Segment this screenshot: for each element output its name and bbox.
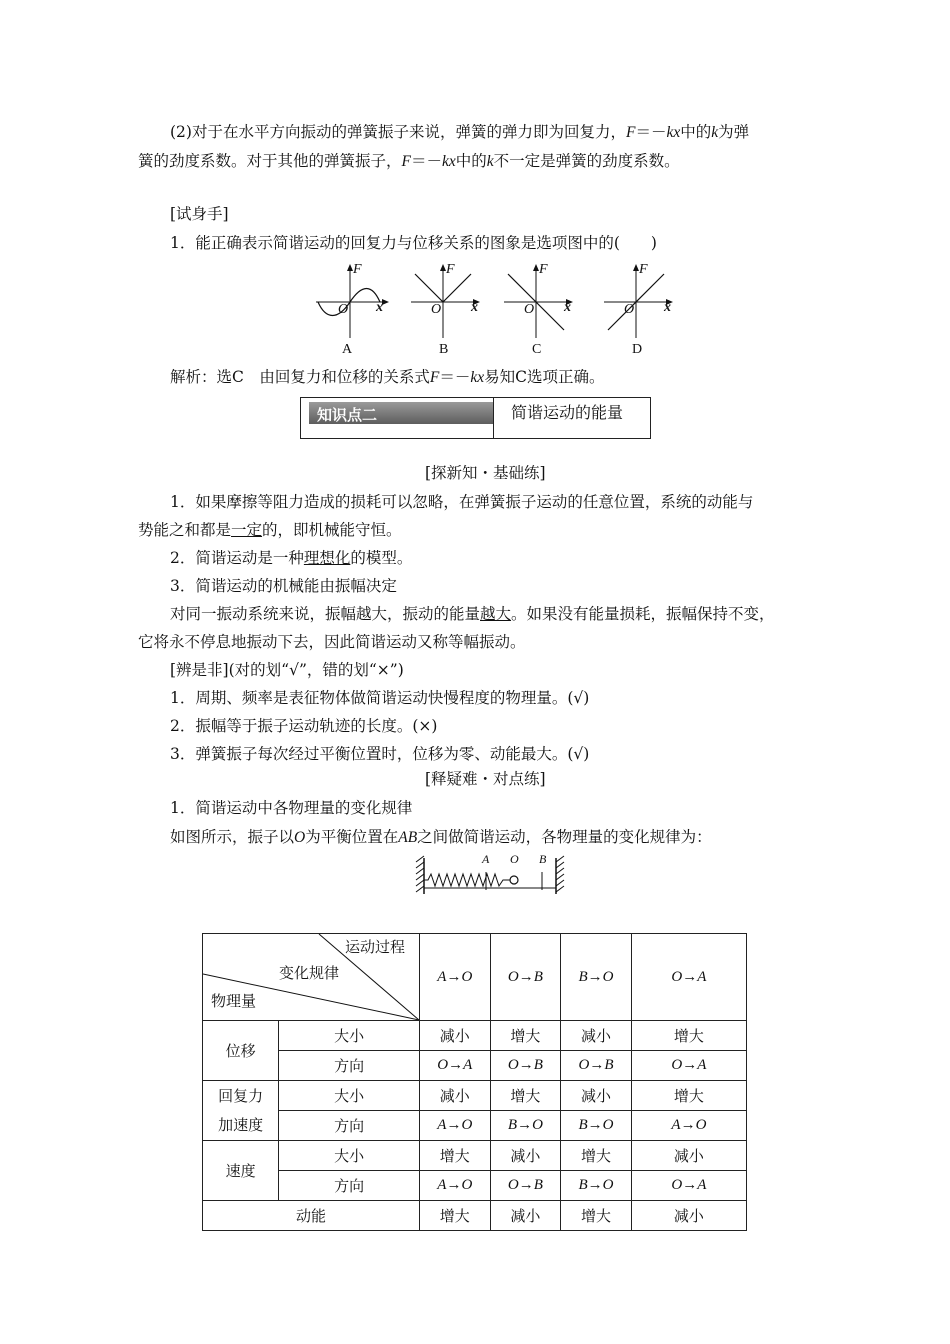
column-header: O→A (631, 934, 746, 1021)
point-b-label: B (539, 852, 547, 866)
text: 如图所示，振子以 (170, 828, 295, 846)
var-ab: AB (398, 829, 418, 846)
text: 2．简谐运动是一种 (170, 549, 304, 567)
origin-label: O (524, 302, 535, 317)
point-a-label: A (482, 852, 490, 866)
divider (493, 398, 494, 438)
explore-p5: 它将永不停息地振动下去，因此简谐运动又称等幅振动。 (138, 633, 526, 651)
text: 不一定是弹簧的劲度系数。 (493, 152, 680, 170)
var-kx: kx (666, 124, 681, 141)
row-group-label: 速度 (203, 1141, 279, 1201)
explore-p1-cont (138, 519, 402, 541)
table-cell: 减小 (490, 1141, 561, 1171)
var-f: F (429, 369, 440, 386)
var-k: k (486, 153, 494, 170)
axis-f-label: F (353, 262, 362, 277)
group-label-line: 回复力 (218, 1086, 264, 1105)
table-row (203, 1141, 747, 1171)
table-row (203, 1051, 747, 1081)
origin-label: O (431, 302, 442, 317)
table-row (203, 1201, 747, 1231)
spring-diagram (410, 852, 580, 902)
table-cell: 增大 (561, 1201, 632, 1231)
corner-bottom-label: 物理量 (211, 992, 257, 1010)
text: ＝－ (410, 152, 442, 170)
explore-p4 (170, 603, 775, 625)
text: 之间做简谐运动，各物理量的变化规律为： (417, 828, 712, 846)
table-row (203, 1171, 747, 1201)
table-cell: 增大 (631, 1081, 746, 1111)
explore-p1: 1．如果摩擦等阻力造成的损耗可以忽略，在弹簧振子运动的任意位置，系统的动能与 (170, 493, 754, 511)
text: 对同一振动系统来说，振幅越大，振动的能量 (170, 605, 481, 623)
intro-line-2 (138, 150, 680, 173)
table-cell: 减小 (631, 1141, 746, 1171)
axis-f-label: F (446, 262, 455, 277)
table-cell: O→A (420, 1051, 491, 1081)
graph-b (405, 262, 485, 362)
table-row (203, 1021, 747, 1051)
point-o-label: O (510, 852, 519, 866)
row-sub-label: 方向 (279, 1051, 420, 1081)
table-cell: A→O (420, 1111, 491, 1141)
corner-mid-label: 变化规律 (279, 964, 340, 982)
explore-heading: [探新知・基础练] (425, 464, 546, 482)
table-row (203, 1081, 747, 1111)
table-row (203, 1111, 747, 1141)
table-cell: O→B (561, 1051, 632, 1081)
table-cell: 减小 (561, 1081, 632, 1111)
var-f: F (625, 124, 636, 141)
table-header-row (203, 934, 747, 1021)
table-cell: B→O (490, 1111, 561, 1141)
column-header: A→O (420, 934, 491, 1021)
resolve-p2 (170, 826, 712, 849)
text: 的，即机械能守恒。 (262, 521, 402, 539)
table-cell: 减小 (420, 1021, 491, 1051)
underlined-answer: 越大 (480, 605, 512, 623)
table-cell: 减小 (420, 1081, 491, 1111)
judge-item: 1．周期、频率是表征物体做简谐运动快慢程度的物理量。(√) (170, 689, 590, 707)
table-cell: O→A (631, 1051, 746, 1081)
table-cell: 增大 (420, 1201, 491, 1231)
table-cell: A→O (420, 1171, 491, 1201)
try-heading: [试身手] (170, 205, 229, 223)
corner-top-label: 运动过程 (345, 938, 406, 956)
table-cell: 增大 (420, 1141, 491, 1171)
graph-a (312, 262, 392, 362)
row-label: 动能 (203, 1201, 420, 1231)
underlined-answer: 理想化 (303, 549, 351, 567)
text: ＝－ (439, 368, 471, 386)
table-cell: B→O (561, 1171, 632, 1201)
graph-c (498, 262, 578, 362)
axis-x-label: x (664, 300, 671, 315)
explore-p2 (170, 547, 412, 569)
table-cell: 减小 (490, 1201, 561, 1231)
table-cell: O→B (490, 1051, 561, 1081)
judge-item: 2．振幅等于振子运动轨迹的长度。(×) (170, 717, 438, 735)
table-cell: O→B (490, 1171, 561, 1201)
resolve-p1: 1．简谐运动中各物理量的变化规律 (170, 799, 413, 817)
text: 的模型。 (350, 549, 413, 567)
origin-label: O (624, 302, 635, 317)
origin-label: O (338, 302, 349, 317)
row-group-label: 位移 (203, 1021, 279, 1081)
var-k: k (711, 124, 719, 141)
text: 易知C选项正确。 (484, 368, 605, 386)
row-sub-label: 大小 (279, 1141, 420, 1171)
var-kx: kx (470, 369, 485, 386)
table-cell: 增大 (561, 1141, 632, 1171)
var-o: O (294, 829, 306, 846)
spring-oscillator-figure (410, 852, 580, 902)
text: 势能之和都是 (138, 521, 232, 539)
table-cell: B→O (561, 1111, 632, 1141)
text: 簧的劲度系数。对于其他的弹簧振子， (138, 152, 402, 170)
table-cell: 增大 (490, 1081, 561, 1111)
option-letter: C (532, 342, 542, 357)
text: 为弹 (718, 123, 750, 141)
intro-line-1 (170, 121, 749, 144)
row-sub-label: 大小 (279, 1021, 420, 1051)
knowledge-tag-label: 知识点二 (317, 406, 378, 424)
try-question: 1．能正确表示简谐运动的回复力与位移关系的图象是选项图中的( ) (170, 234, 657, 252)
table-cell: 增大 (490, 1021, 561, 1051)
var-f: F (401, 153, 411, 170)
underlined-answer: 一定 (231, 521, 263, 539)
option-letter: A (342, 342, 353, 357)
text: 为平衡位置在 (305, 828, 399, 846)
column-header: O→B (490, 934, 561, 1021)
table-cell: 减小 (561, 1021, 632, 1051)
text: 中的 (455, 152, 487, 170)
table-cell: 增大 (631, 1021, 746, 1051)
knowledge-topic: 简谐运动的能量 (511, 403, 624, 422)
option-letter: D (632, 342, 643, 357)
column-header: B→O (561, 934, 632, 1021)
row-sub-label: 方向 (279, 1171, 420, 1201)
judge-heading: [辨是非](对的划“√”，错的划“×”) (170, 661, 404, 679)
text: ＝－ (635, 123, 667, 141)
table-cell: 减小 (631, 1201, 746, 1231)
axis-x-label: x (376, 300, 383, 315)
option-letter: B (439, 342, 449, 357)
corner-cell (203, 934, 420, 1021)
axis-f-label: F (639, 262, 648, 277)
text: 。如果没有能量损耗，振幅保持不变， (511, 605, 775, 623)
var-kx: kx (442, 153, 456, 170)
axis-f-label: F (539, 262, 548, 277)
resolve-heading: [释疑难・对点练] (425, 770, 546, 788)
row-sub-label: 大小 (279, 1081, 420, 1111)
quantity-change-table (202, 933, 747, 1231)
graph-d (598, 262, 678, 362)
axis-x-label: x (564, 300, 571, 315)
group-label-line: 加速度 (218, 1115, 264, 1134)
row-sub-label: 方向 (279, 1111, 420, 1141)
explore-p3: 3．简谐运动的机械能由振幅决定 (170, 577, 397, 595)
text: 解析：选C 由回复力和位移的关系式 (170, 368, 430, 386)
knowledge-tag (309, 402, 493, 424)
knowledge-point-box (300, 397, 651, 439)
try-answer (170, 366, 605, 389)
text: (2)对于在水平方向振动的弹簧振子来说，弹簧的弹力即为回复力， (170, 123, 626, 141)
table-cell: A→O (631, 1111, 746, 1141)
row-group-label (203, 1081, 279, 1141)
judge-item: 3．弹簧振子每次经过平衡位置时，位移为零、动能最大。(√) (170, 745, 590, 763)
table-cell: O→A (631, 1171, 746, 1201)
axis-x-label: x (471, 300, 478, 315)
text: 中的 (680, 123, 712, 141)
